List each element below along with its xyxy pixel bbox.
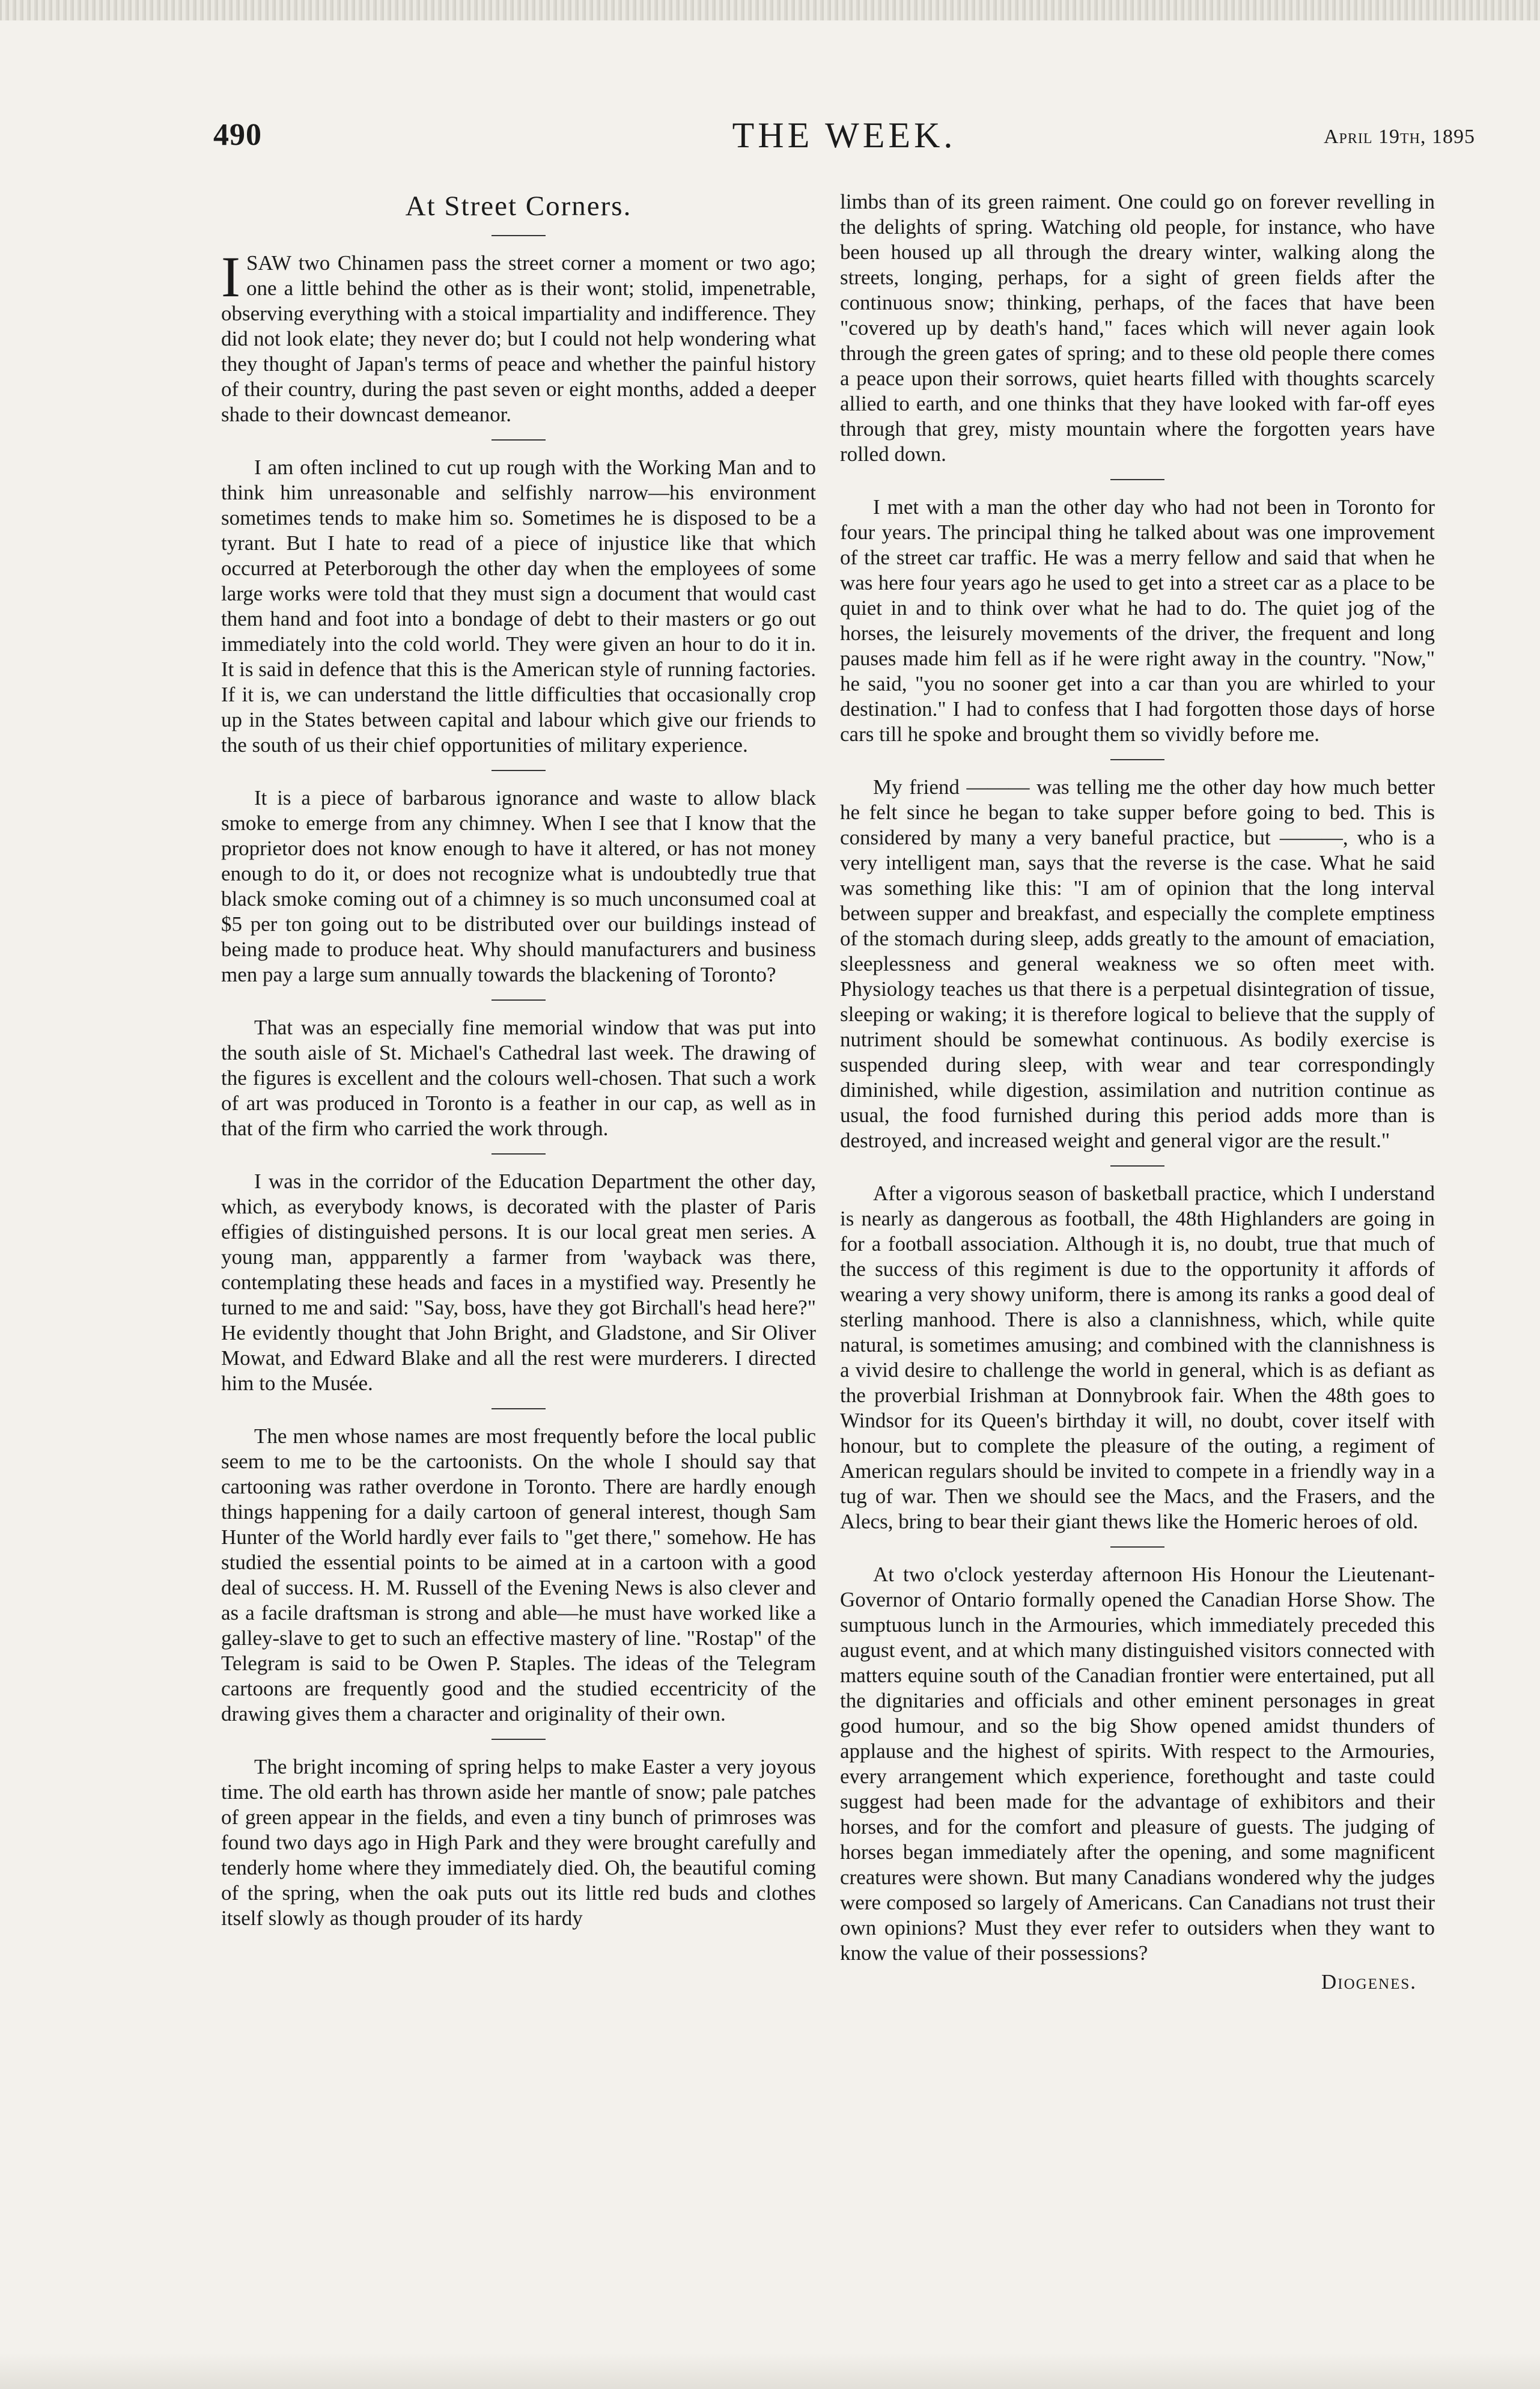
page-header xyxy=(213,117,1475,165)
section-rule xyxy=(492,1739,546,1740)
paragraph: The bright incoming of spring helps to make Easter a very joyous time. The old earth has thrown aside her mantle of snow; pale patches of green appear in the fields, and even a tiny bunch of primroses was found two days ago in High Park and they were brought carefully and tenderly home where they immediately died. Oh, the beautiful coming of the spring, when the oak puts out its little red buds and clothes itself slowly as though prouder of its hardy xyxy=(221,1755,816,1930)
paragraph: My friend ——— was telling me the other day how much better he felt since he began to take supper before going to bed. This is considered by many a very baneful practice, but ———, who is a very intelligent man, says that the reverse is the case. What he said was something like this: "I am of opinion that the long interval between supper and breakfast, and especially the complete emptiness of the stomach during sleep, adds greatly to the amount of emaciation, sleeplessness and general weakness we so often meet with. Physiology teaches us that there is a perpetual disintegration of tissue, sleeping or waking; it is therefore logical to believe that the supply of nutriment should be somewhat continuous. As bodily exercise is suspended during sleep, with wear and tear correspondingly diminished, while digestion, assimilation and nutrition continue as usual, the food furnished during this period adds more than is destroyed, and increased weight and general vigor are the result." xyxy=(840,775,1435,1152)
section-rule xyxy=(1110,759,1164,760)
paragraph: I was in the corridor of the Education Department the other day, which, as everybody knows, is decorated with the plaster of Paris effigies of distinguished persons. It is our local great men series. A young man, appparently a farmer from 'wayback was there, contemplating these heads and faces in a mystified way. Presently he turned to me and said: "Say, boss, have they got Birchall's head here?" He evidently thought that John Bright, and Gladstone, and Sir Oliver Mowat, and Edward Blake and all the rest were murderers. I directed him to the Musée. xyxy=(221,1170,816,1395)
paragraph-text: SAW two Chinamen pass the street corner a moment or two ago; one a little behind the other as is their wont; stolid, impenetrable, observing everything with a stoical impartiality and indifference. They did not look elate; they never do; but I could not help wondering what they thought of Japan's terms of peace and whether the painful history of their country, during the past seven or eight months, added a deeper shade to their downcast demeanor. xyxy=(221,251,816,426)
paragraph: I met with a man the other day who had not been in Toronto for four years. The principal thing he talked about was one improvement of the street car traffic. He was a merry fellow and said that when he was here four years ago he used to get into a street car as a place to be quiet in and to think over what he had to do. The quiet jog of the horses, the leisurely movements of the driver, the frequent and long pauses made him fell as if he were right away in the country. "Now," he said, "you no sooner get into a car than you are whirled to your destination." I had to confess that I had forgotten those days of horse cars till he spoke and brought them so vividly before me. xyxy=(840,495,1435,746)
section-rule xyxy=(1110,1165,1164,1167)
scan-edge-top xyxy=(0,0,1540,20)
paragraph xyxy=(221,245,816,427)
paragraph: It is a piece of barbarous ignorance and waste to allow black smoke to emerge from any chimney. When I see that I know that the proprietor does not know enough to have it altered, or has not money enough to do it, or does not recognize what is undoubtedly true that black smoke coming out of a chimney is so much unconsumed coal at $5 per ton going out to be distributed over our buildings instead of being made to produce heat. Why should manufacturers and business men pay a large sum annually towards the blackening of Toronto? xyxy=(221,786,816,986)
section-rule xyxy=(492,770,546,771)
section-rule xyxy=(1110,479,1164,480)
masthead-title: THE WEEK. xyxy=(732,115,957,155)
section-rule xyxy=(492,235,546,236)
section-rule xyxy=(492,1153,546,1155)
paragraph: After a vigorous season of basketball practice, which I understand is nearly as dangerous as football, the 48th Highlanders are going in for a football association. Although it is, no doubt, true that much of the success of this regiment is due to the opportunity it affords of wearing a very showy uniform, there is among its ranks a good deal of sterling manhood. There is also a clannishness, which, while quite natural, is sometimes amusing; and combined with the clannishness is a vivid desire to challenge the world in general, which is as defiant as the proverbial Irishman at Donnybrook fair. When the 48th goes to Windsor for its Queen's birthday it will, no doubt, cover itself with honour, but to complete the pleasure of the outing, a regiment of American regulars should be invited to compete in a friendly way in a tug of war. Then we should see the Macs, and the Frasers, and the Alecs, bring to bear their giant thews like the Homeric heroes of old. xyxy=(840,1182,1435,1533)
issue-date: April 19th, 1895 xyxy=(1323,126,1475,148)
section-rule xyxy=(1110,1546,1164,1548)
drop-cap: I xyxy=(221,245,240,309)
paragraph: I am often inclined to cut up rough with the Working Man and to think him unreasonable and selfishly narrow—his environment sometimes tends to make him so. Sometimes he is disposed to be a tyrant. But I hate to read of a piece of injustice like that which occurred at Peterborough the other day when the employees of some large works were told that they must sign a document that would cast them hand and foot into a bondage of debt to their masters or go out immediately into the cold world. They were given an hour to do it in. It is said in defence that this is the American style of running factories. If it is, we can understand the little difficulties that occasionally crop up in the States between capital and labour which give our friends to the south of us their chief opportunities of military experience. xyxy=(221,456,816,757)
article-title: At Street Corners. xyxy=(405,191,632,222)
right-column xyxy=(840,189,1435,1995)
section-rule xyxy=(492,1408,546,1409)
paragraph-continued: limbs than of its green raiment. One could go on forever revelling in the delights of spring. Watching old people, for instance, who have been housed up all through the dreary winter, walking along the streets, longing, perhaps, for a sight of green fields after the continuous snow; thinking, perhaps, of the faces that have been "covered up by death's hand," faces which will never again look through the green gates of spring; and to these old people there comes a peace upon their sorrows, quiet hearts filled with thoughts scarcely allied to earth, and one thinks that they have looked with far-off eyes through that grey, misty mountain where the forgotten years have rolled down. xyxy=(840,190,1435,466)
scan-edge-bottom xyxy=(0,2353,1540,2389)
section-rule xyxy=(492,999,546,1001)
paragraph: That was an especially fine memorial window that was put into the south aisle of St. Michael's Cathedral last week. The drawing of the figures is excellent and the colours well-chosen. That such a work of art was produced in Toronto is a feather in our cap, as well as in that of the firm who carried the work through. xyxy=(221,1016,816,1140)
paragraph: The men whose names are most frequently before the local public seem to me to be the cartoonists. On the whole I should say that cartooning was rather overdone in Toronto. There are hardly enough things happening for a daily cartoon of general interest, though Sam Hunter of the World hardly ever fails to "get there," somehow. He has studied the essential points to be aimed at in a cartoon with a good deal of success. H. M. Russell of the Evening News is also clever and as a facile draftsman is strong and able—he must have worked like a galley-slave to get to such an effective mastery of line. "Rostap" of the Telegram is said to be Owen P. Staples. The ideas of the Telegram cartoons are frequently good and the studied eccentricity of the drawing gives them a character and originality of their own. xyxy=(221,1424,816,1725)
left-column xyxy=(221,189,816,1931)
paragraph: At two o'clock yesterday afternoon His Honour the Lieutenant-Governor of Ontario formally opened the Canadian Horse Show. The sumptuous lunch in the Armouries, which immediately preceded this august event, and at which many distinguished visitors connected with matters equine south of the Canadian frontier were entertained, put all the dignitaries and officials and other eminent personages in great good humour, and so the big Show opened amidst thunders of applause and the highest of spirits. With respect to the Armouries, every arrangement which experience, forethought and taste could suggest had been made for the advantage of exhibitors and their horses, and for the comfort and pleasure of guests. The judging of horses began immediately after the opening, and some magnificent creatures were shown. But many Canadians wondered why the judges were composed so largely of Americans. Can Canadians not trust their own opinions? Must they ever refer to outsiders when they want to know the value of their possessions? xyxy=(840,1563,1435,1965)
section-rule xyxy=(492,439,546,441)
author-signature: Diogenes. xyxy=(1321,1970,1417,1994)
page-number: 490 xyxy=(213,118,262,152)
